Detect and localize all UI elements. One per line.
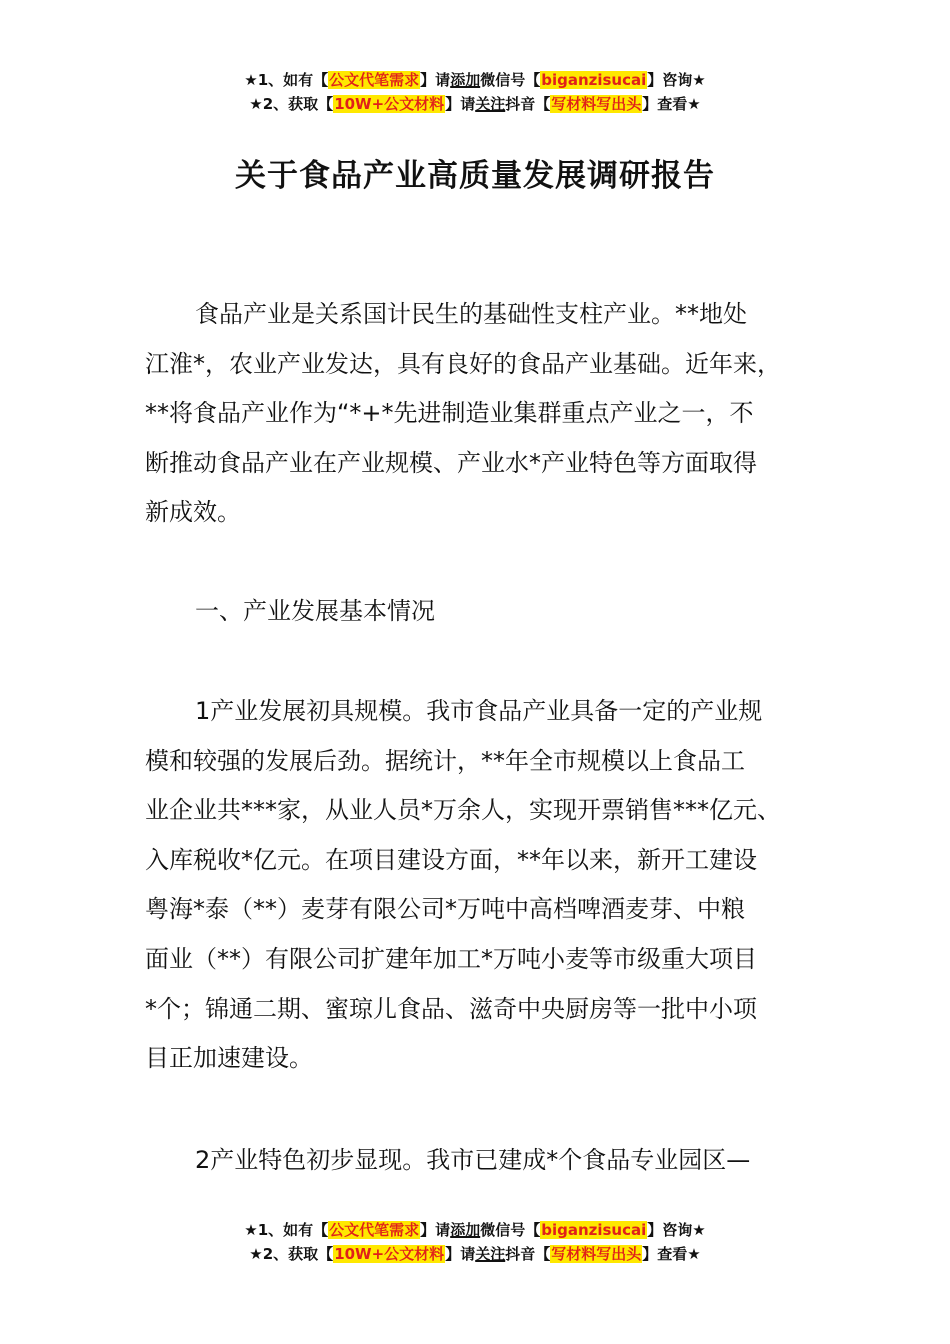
scale-paragraph	[145, 687, 835, 1084]
document-title: 关于食品产业高质量发展调研报告	[235, 158, 715, 194]
text-line: 食品产业是关系国计民生的基础性支柱产业。**地处	[195, 300, 747, 328]
text-line: 入库税收*亿元。在项目建设方面，**年以来，新开工建设	[145, 845, 757, 874]
text-line: 江淮*，农业产业发达，具有良好的食品产业基础。近年来，	[145, 349, 781, 378]
text-line: 面业（**）有限公司扩建年加工*万吨小麦等市级重大项目	[145, 944, 757, 973]
header-banner	[0, 68, 950, 116]
text-line: 模和较强的发展后劲。据统计，**年全市规模以上食品工	[145, 746, 745, 775]
text-line: *个；锦通二期、蜜琼儿食品、滋奇中央厨房等一批中小项	[145, 994, 757, 1023]
highlight-materials: 10W+公文材料	[334, 1245, 445, 1263]
highlight-douyin-account: 写材料写出头	[551, 95, 642, 113]
highlight-wechat-id: biganzisucai	[541, 71, 647, 89]
text-line: 新成效。	[145, 498, 241, 527]
highlight-service: 公文代笔需求	[329, 71, 420, 89]
header-line-1: ★1、如有【公文代笔需求】请添加微信号【biganzisucai】咨询★	[244, 71, 706, 89]
text-line: 1产业发展初具规模。我市食品产业具备一定的产业规	[195, 697, 763, 725]
text-line: **将食品产业作为“*+*先进制造业集群重点产业之一，不	[145, 399, 754, 428]
highlight-materials: 10W+公文材料	[334, 95, 445, 113]
header-line-2: ★2、获取【10W+公文材料】请关注抖音【写材料写出头】查看★	[249, 95, 701, 113]
highlight-service: 公文代笔需求	[329, 1221, 420, 1239]
highlight-douyin-account: 写材料写出头	[551, 1245, 642, 1263]
text-line: 业企业共***家，从业人员*万余人，实现开票销售***亿元、	[145, 796, 781, 825]
text-line: 粤海*泰（**）麦芽有限公司*万吨中高档啤酒麦芽、中粮	[145, 895, 745, 924]
text-line: 2产业特色初步显现。我市已建成*个食品专业园区—	[195, 1146, 751, 1174]
footer-line-1: ★1、如有【公文代笔需求】请添加微信号【biganzisucai】咨询★	[244, 1221, 706, 1239]
text-line: 目正加速建设。	[145, 1044, 313, 1073]
footer-banner	[0, 1218, 950, 1266]
intro-paragraph	[145, 290, 835, 538]
highlight-wechat-id: biganzisucai	[541, 1221, 647, 1239]
section-heading: 一、产业发展基本情况	[195, 597, 435, 625]
feature-paragraph	[145, 1136, 835, 1186]
footer-line-2: ★2、获取【10W+公文材料】请关注抖音【写材料写出头】查看★	[249, 1245, 701, 1263]
text-line: 断推动食品产业在产业规模、产业水*产业特色等方面取得	[145, 448, 757, 477]
